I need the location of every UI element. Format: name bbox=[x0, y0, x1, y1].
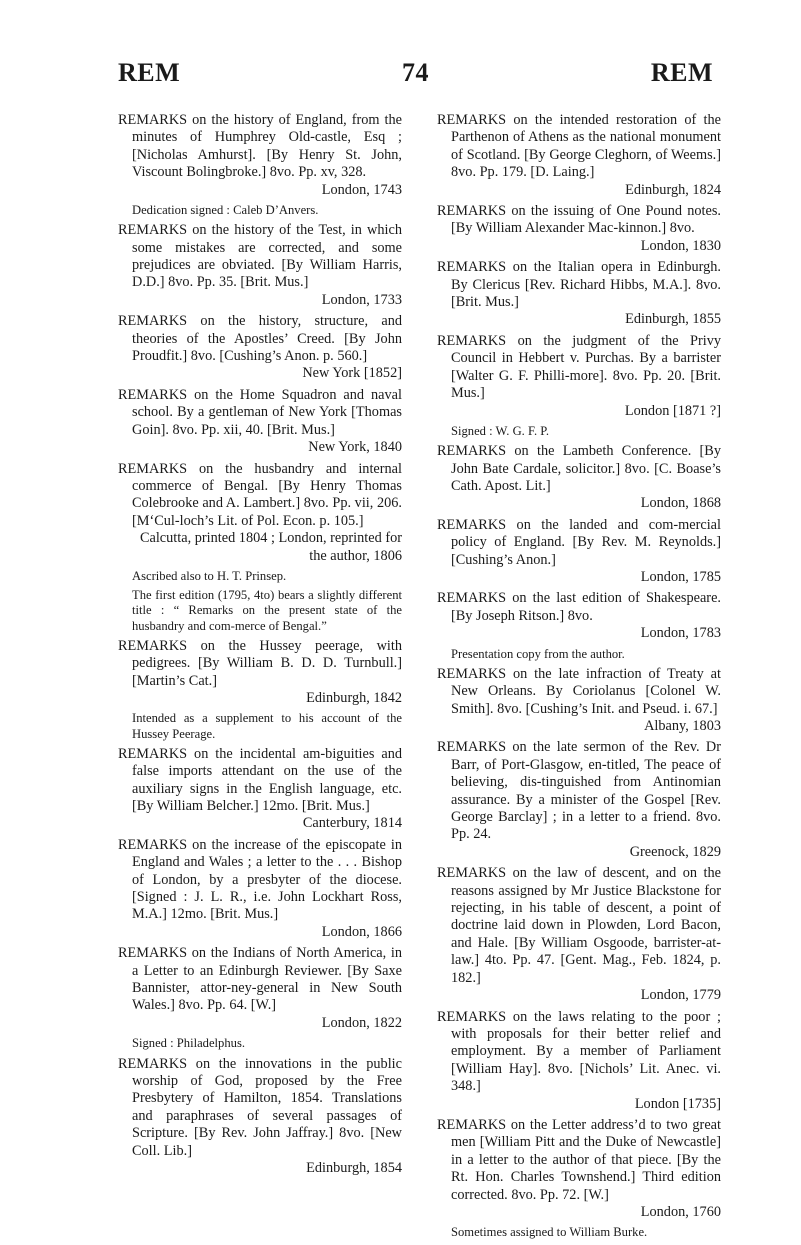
running-head-left: REM bbox=[118, 58, 181, 87]
entry-text: REMARKS on the laws relating to the poor ; with proposals for their better relief and employment. By a member of Parliament [William Hay]. 8vo. [Nichols’ Lit. Anec. vi. 348.] bbox=[437, 1008, 721, 1095]
entry-imprint: London, 1868 bbox=[640, 495, 721, 512]
entry-imprint: Edinburgh, 1824 bbox=[625, 181, 721, 198]
bibliography-entry bbox=[437, 666, 721, 736]
entry-text: REMARKS on the innovations in the public worship of God, proposed by the Free Presbytery of Hamilton, 1854. Translations and paraphrases of several passages of Scripture. [By Rev. John Jaffray.] 8vo. [New Coll. Lib.] bbox=[118, 1055, 402, 1159]
entry-imprint: Greenock, 1829 bbox=[629, 843, 721, 860]
bibliography-entry bbox=[437, 203, 721, 255]
bibliography-entry bbox=[118, 222, 402, 309]
running-head bbox=[118, 58, 713, 88]
entry-note: Intended as a supplement to his account of the Hussey Peerage. bbox=[132, 711, 402, 741]
entry-text: REMARKS on the late sermon of the Rev. Dr Barr, of Port-Glasgow, en-titled, The peace of believing, dis-tinguished from Antinomian assurance. By a minister of the Gospel [Rev. George Barclay] ; in a letter to a friend. 8vo. Pp. 24. bbox=[437, 739, 721, 843]
entry-text: REMARKS on the incidental am-biguities and false imports attendant on the use of the auxiliary signs in the English language, etc. [By William Belcher.] 12mo. [Brit. Mus.] bbox=[118, 745, 402, 815]
entry-text: REMARKS on the Italian opera in Edinburgh. By Clericus [Rev. Richard Hibbs, M.A.]. 8vo. [Brit. Mus.] bbox=[437, 259, 721, 311]
text-columns bbox=[118, 112, 721, 1245]
bibliography-entry bbox=[437, 517, 721, 587]
entry-imprint: Albany, 1803 bbox=[644, 718, 721, 734]
entry-note: Presentation copy from the author. bbox=[451, 646, 625, 661]
entry-text: REMARKS on the last edition of Shakespeare. [By Joseph Ritson.] 8vo. bbox=[437, 590, 721, 624]
running-head-right: REM bbox=[650, 58, 713, 87]
entry-note: Dedication signed : Caleb D’Anvers. bbox=[132, 203, 319, 218]
bibliography-entry bbox=[118, 1056, 402, 1178]
entry-imprint: London, 1743 bbox=[321, 181, 402, 198]
entry-imprint: New York, 1840 bbox=[308, 439, 402, 456]
bibliography-entry bbox=[118, 461, 402, 565]
entry-imprint: London, 1733 bbox=[321, 291, 402, 308]
entry-text: REMARKS on the increase of the episcopate in England and Wales ; a letter to the . . . Bishop of London, by a presbyter of the diocese. [Signed : J. L. R., i.e. John Lockhart Ross, M.A.] 12mo. [Brit. Mus.] bbox=[118, 836, 402, 923]
bibliography-entry bbox=[118, 313, 402, 383]
bibliography-entry bbox=[118, 638, 402, 708]
entry-text: REMARKS on the history of the Test, in which some mistakes are corrected, and some prejudices are obviated. [By William Harris, D.D.] 8vo. Pp. 35. [Brit. Mus.] bbox=[118, 222, 402, 291]
entry-text: REMARKS on the history of England, from the minutes of Humphrey Old-castle, Esq ; [Nicholas Amhurst]. [By Henry St. John, Viscount Bolingbroke.] 8vo. Pp. xv, 328. bbox=[118, 112, 402, 181]
bibliography-entry bbox=[118, 112, 402, 199]
bibliography-entry bbox=[437, 259, 721, 329]
bibliography-entry bbox=[437, 112, 721, 199]
entry-text: REMARKS on the Letter address’d to two great men [William Pitt and the Duke of Newcastle] in a letter to the author of that piece. [By the Rt. Hon. Charles Townshend.] Third edition corrected. 8vo. Pp. 72. [W.] bbox=[437, 1116, 721, 1203]
entry-note: Signed : W. G. F. P. bbox=[451, 423, 550, 438]
entry-imprint: Calcutta, printed 1804 ; London, reprinted for the author, 1806 bbox=[139, 530, 402, 564]
bibliography-entry bbox=[118, 945, 402, 1032]
entry-text: REMARKS on the judgment of the Privy Council in Hebbert v. Purchas. By a barrister [Walter G. F. Philli-more]. 8vo. Pp. 20. [Brit. Mus.] bbox=[437, 332, 721, 402]
bibliography-entry bbox=[437, 1009, 721, 1113]
entry-imprint: Edinburgh, 1842 bbox=[306, 689, 402, 706]
bibliography-entry bbox=[437, 443, 721, 513]
bibliography-entry bbox=[437, 333, 721, 420]
entry-text: REMARKS on the history, structure, and theories of the Apostles’ Creed. [By John Proudfit.] 8vo. [Cushing’s Anon. p. 560.] bbox=[118, 313, 402, 365]
entry-note: Sometimes assigned to William Burke. bbox=[451, 1225, 648, 1240]
entry-imprint: London [1871 ?] bbox=[624, 402, 721, 419]
entry-text: REMARKS on the landed and com-mercial policy of England. [By Rev. M. Reynolds.] [Cushing’s Anon.] bbox=[437, 516, 721, 568]
entry-imprint: Edinburgh, 1854 bbox=[306, 1159, 402, 1176]
entry-imprint: London [1735] bbox=[634, 1095, 721, 1112]
entry-imprint: London, 1822 bbox=[321, 1014, 402, 1031]
entry-text: REMARKS on the Lambeth Conference. [By John Bate Cardale, solicitor.] 8vo. [C. Boase’s Cath. Apost. Lit.] bbox=[437, 443, 721, 494]
entry-imprint: Edinburgh, 1855 bbox=[625, 311, 721, 328]
left-column bbox=[118, 112, 402, 1245]
entry-imprint: London, 1830 bbox=[640, 237, 721, 254]
page-number: 74 bbox=[402, 58, 429, 87]
entry-text: REMARKS on the husbandry and internal commerce of Bengal. [By Henry Thomas Colebrooke and A. Lambert.] 8vo. Pp. vii, 206. [M‘Cul-loch’s Lit. of Pol. Econ. p. 105.] bbox=[118, 460, 402, 529]
right-column bbox=[437, 112, 721, 1245]
entry-imprint: London, 1779 bbox=[640, 987, 721, 1004]
entry-imprint: New York [1852] bbox=[302, 365, 402, 382]
entry-text: REMARKS on the Home Squadron and naval school. By a gentleman of New York [Thomas Goin]. 8vo. Pp. xii, 40. [Brit. Mus.] bbox=[118, 386, 402, 438]
bibliography-entry bbox=[118, 387, 402, 457]
entry-text: REMARKS on the late infraction of Treaty at New Orleans. By Coriolanus [Colonel W. Smith]. 8vo. [Cushing’s Init. and Pseud. i. 67.] bbox=[437, 665, 721, 717]
entry-imprint: London, 1760 bbox=[640, 1203, 721, 1220]
bibliography-entry bbox=[118, 746, 402, 833]
bibliography-entry bbox=[437, 590, 721, 642]
entry-imprint: London, 1785 bbox=[640, 568, 721, 585]
entry-note: Ascribed also to H. T. Prinsep. bbox=[132, 568, 287, 583]
bibliography-entry bbox=[437, 739, 721, 861]
entry-text: REMARKS on the law of descent, and on the reasons assigned by Mr Justice Blackstone for rejecting, in his table of descent, a point of doctrine laid down in Plowden, Lord Bacon, and Hale. [By William Osgoode, barrister-at-law.] 4to. Pp. 47. [Gent. Mag., Feb. 1824, p. 182.] bbox=[437, 865, 721, 986]
entry-text: REMARKS on the intended restoration of the Parthenon of Athens as the national monument of Scotland. [By George Cleghorn, of Weems.] 8vo. Pp. 179. [D. Laing.] bbox=[437, 112, 721, 181]
entry-imprint: London, 1866 bbox=[321, 923, 402, 940]
bibliography-entry bbox=[437, 1117, 721, 1221]
entry-text: REMARKS on the Hussey peerage, with pedigrees. [By William B. D. D. Turnbull.] [Martin’s Cat.] bbox=[118, 637, 402, 689]
entry-text: REMARKS on the Indians of North America, in a Letter to an Edinburgh Reviewer. [By Saxe Bannister, attor-ney-general in New South Wales.] 8vo. Pp. 64. [W.] bbox=[118, 945, 402, 1014]
entry-imprint: London, 1783 bbox=[640, 625, 721, 642]
bibliography-entry bbox=[437, 865, 721, 1004]
entry-imprint: Canterbury, 1814 bbox=[302, 815, 402, 832]
bibliography-entry bbox=[118, 837, 402, 941]
entry-note: Signed : Philadelphus. bbox=[132, 1036, 245, 1051]
entry-note: The first edition (1795, 4to) bears a slightly different title : “ Remarks on the present state of the husbandry and com-merce of Bengal.” bbox=[132, 588, 402, 633]
entry-text: REMARKS on the issuing of One Pound notes. [By William Alexander Mac-kinnon.] 8vo. bbox=[437, 203, 721, 237]
